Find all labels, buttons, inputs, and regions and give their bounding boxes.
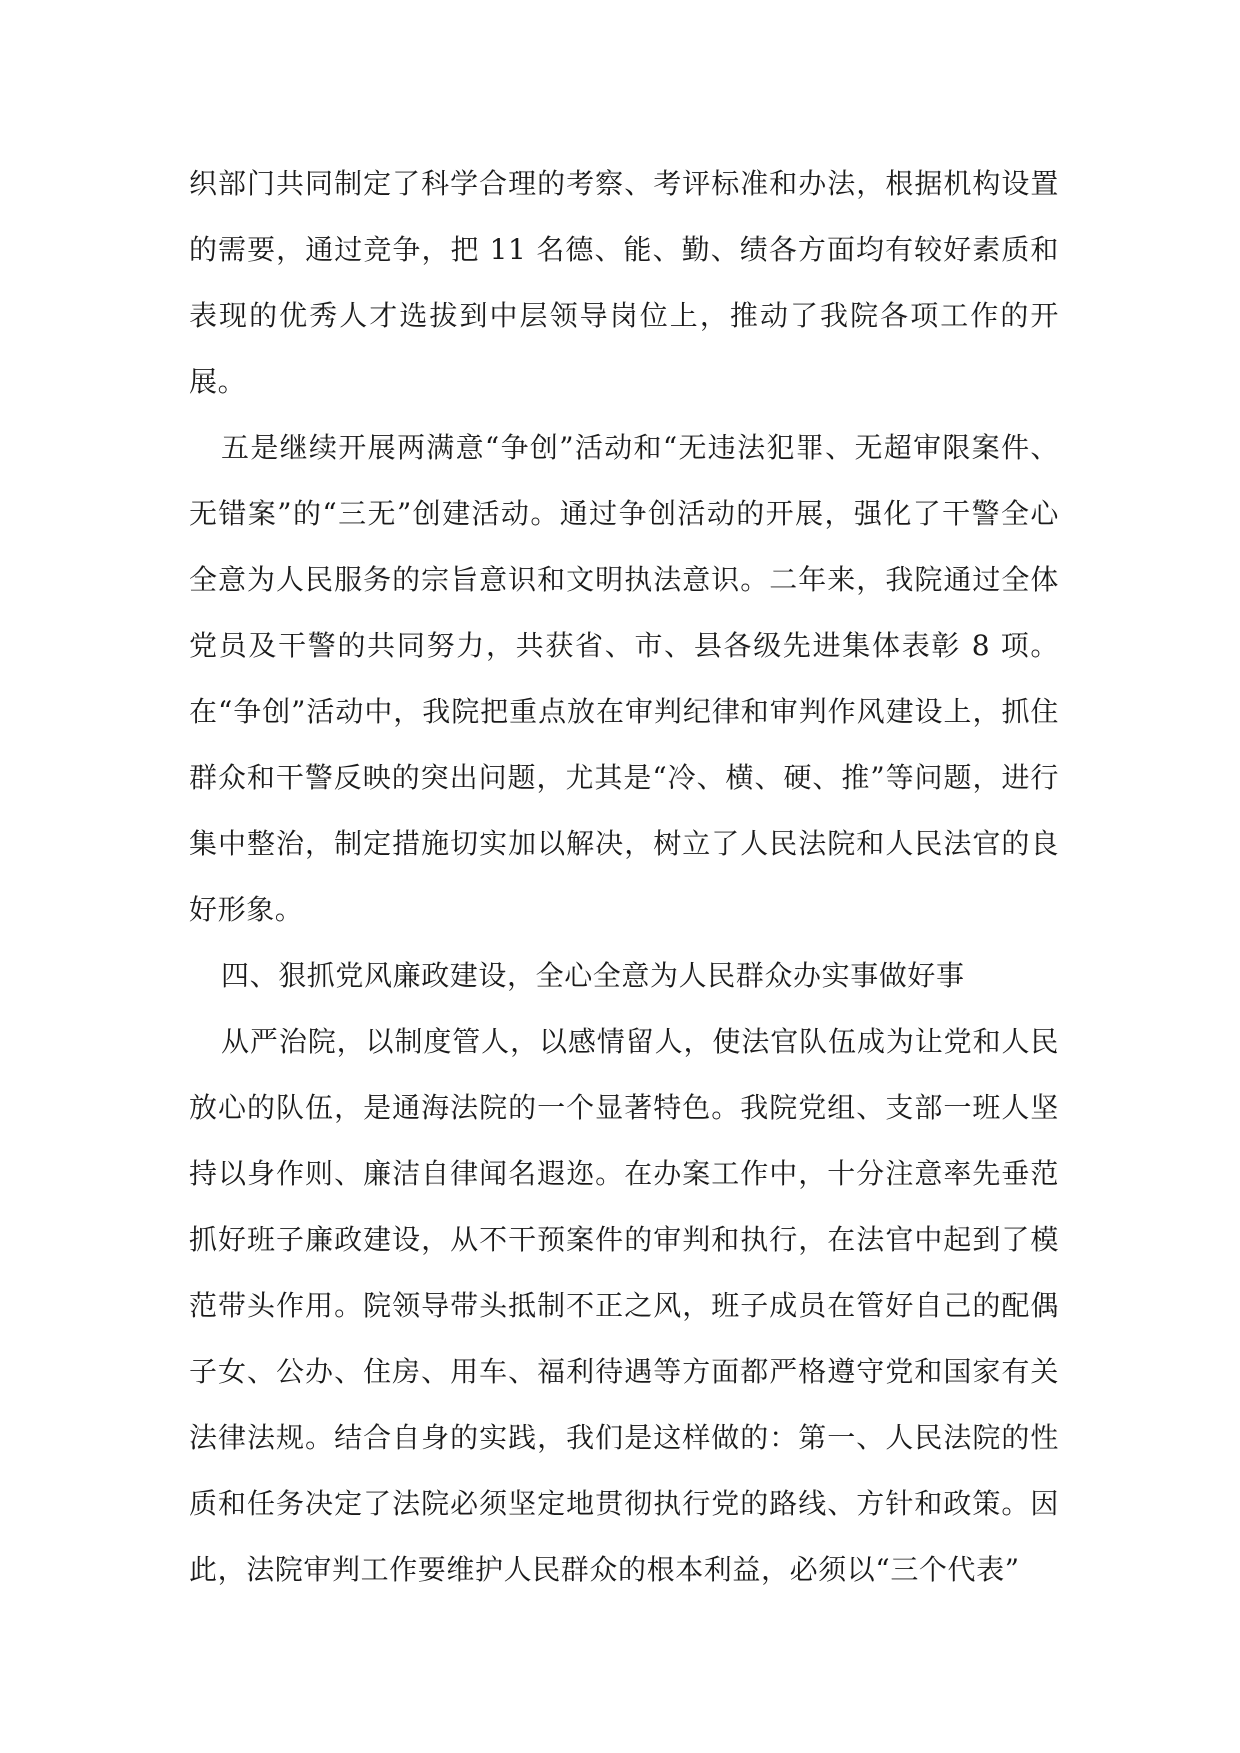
paragraph-continuation: 织部门共同制定了科学合理的考察、考评标准和办法，根据机构设置的需要，通过竞争，把 11 名德、能、勤、绩各方面均有较好素质和表现的优秀人才选拔到中层领导岗位上，推动了我院各项工作的开展。 — [189, 167, 1059, 398]
paragraph-body: 从严治院，以制度管人，以感情留人，使法官队伍成为让党和人民放心的队伍，是通海法院的一个显著特色。我院党组、支部一班人坚持以身作则、廉洁自律闻名遐迩。在办案工作中，十分注意率先垂范抓好班子廉政建设，从不干预案件的审判和执行，在法官中起到了模范带头作用。院领导带头抵制不正之风，班子成员在管好自己的配偶子女、公办、住房、用车、福利待遇等方面都严格遵守党和国家有关法律法规。结合自身的实践，我们是这样做的：第一、人民法院的性质和任务决定了法院必须坚定地贯彻执行党的路线、方针和政策。因此，法院审判工作要维护人民群众的根本利益，必须以“三个代表” — [189, 1025, 1059, 1586]
paragraph-item-five: 五是继续开展两满意“争创”活动和“无违法犯罪、无超审限案件、无错案”的“三无”创建活动。通过争创活动的开展，强化了干警全心全意为人民服务的宗旨意识和文明执法意识。二年来，我院通过全体党员及干警的共同努力，共获省、市、县各级先进集体表彰 8 项。在“争创”活动中，我院把重点放在审判纪律和审判作风建设上，抓住群众和干警反映的突出问题，尤其是“冷、横、硬、推”等问题，进行集中整治，制定措施切实加以解决，树立了人民法院和人民法官的良好形象。 — [189, 431, 1059, 926]
document-body — [189, 151, 1059, 1603]
section-heading: 四、狠抓党风廉政建设，全心全意为人民群众办实事做好事 — [221, 959, 965, 992]
